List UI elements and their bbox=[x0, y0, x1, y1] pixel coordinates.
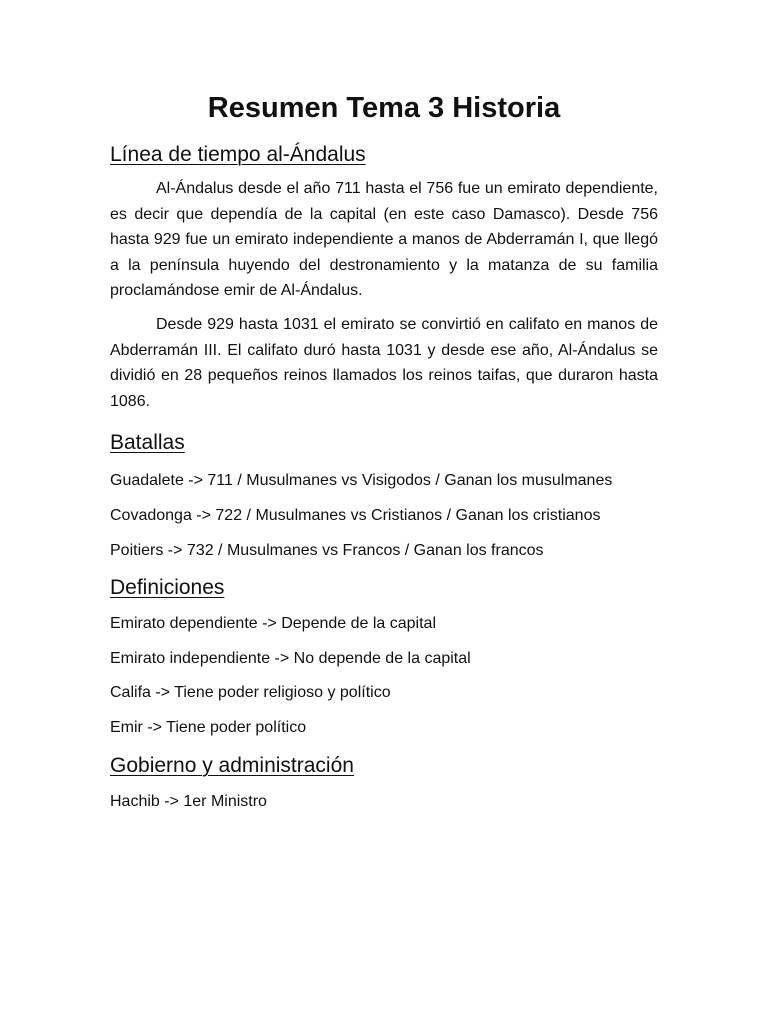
gobierno-list bbox=[110, 789, 658, 815]
definiciones-list bbox=[110, 611, 658, 740]
batalla-item: Covadonga -> 722 / Musulmanes vs Cristianos / Ganan los cristianos bbox=[110, 506, 601, 524]
batalla-item: Guadalete -> 711 / Musulmanes vs Visigodos / Ganan los musulmanes bbox=[110, 472, 613, 490]
definicion-item: Califa -> Tiene poder religioso y político bbox=[110, 684, 391, 702]
definicion-item: Emirato dependiente -> Depende de la capital bbox=[110, 615, 436, 633]
section-heading-batallas: Batallas bbox=[110, 431, 185, 455]
definicion-item: Emirato independiente -> No depende de la capital bbox=[110, 649, 471, 667]
document-title: Resumen Tema 3 Historia bbox=[207, 92, 561, 124]
batalla-item: Poitiers -> 732 / Musulmanes vs Francos / Ganan los francos bbox=[110, 541, 544, 559]
section-heading-gobierno: Gobierno y administración bbox=[110, 753, 354, 777]
gobierno-item: Hachib -> 1er Ministro bbox=[110, 792, 267, 810]
section-heading-linea-de-tiempo: Línea de tiempo al-Ándalus bbox=[110, 143, 366, 166]
document-page bbox=[110, 88, 658, 814]
paragraph-emirato: Al-Ándalus desde el año 711 hasta el 756 fue un emirato dependiente, es decir que dependía de la capital (en este caso Damasco). Desde 756 hasta 929 fue un emirato independiente a manos de Abderramán I, que llegó a la península huyendo del destronamiento y la matanza de su familia proclamándose emir de Al-Ándalus. bbox=[110, 180, 658, 300]
definicion-item: Emir -> Tiene poder político bbox=[110, 718, 307, 736]
section-heading-definiciones: Definiciones bbox=[110, 576, 225, 600]
batallas-list bbox=[110, 468, 658, 563]
paragraph-califato: Desde 929 hasta 1031 el emirato se convirtió en califato en manos de Abderramán III. El califato duró hasta 1031 y desde ese año, Al-Ándalus se dividió en 28 pequeños reinos llamados los reinos taifas, que duraron hasta 1086. bbox=[110, 315, 658, 410]
